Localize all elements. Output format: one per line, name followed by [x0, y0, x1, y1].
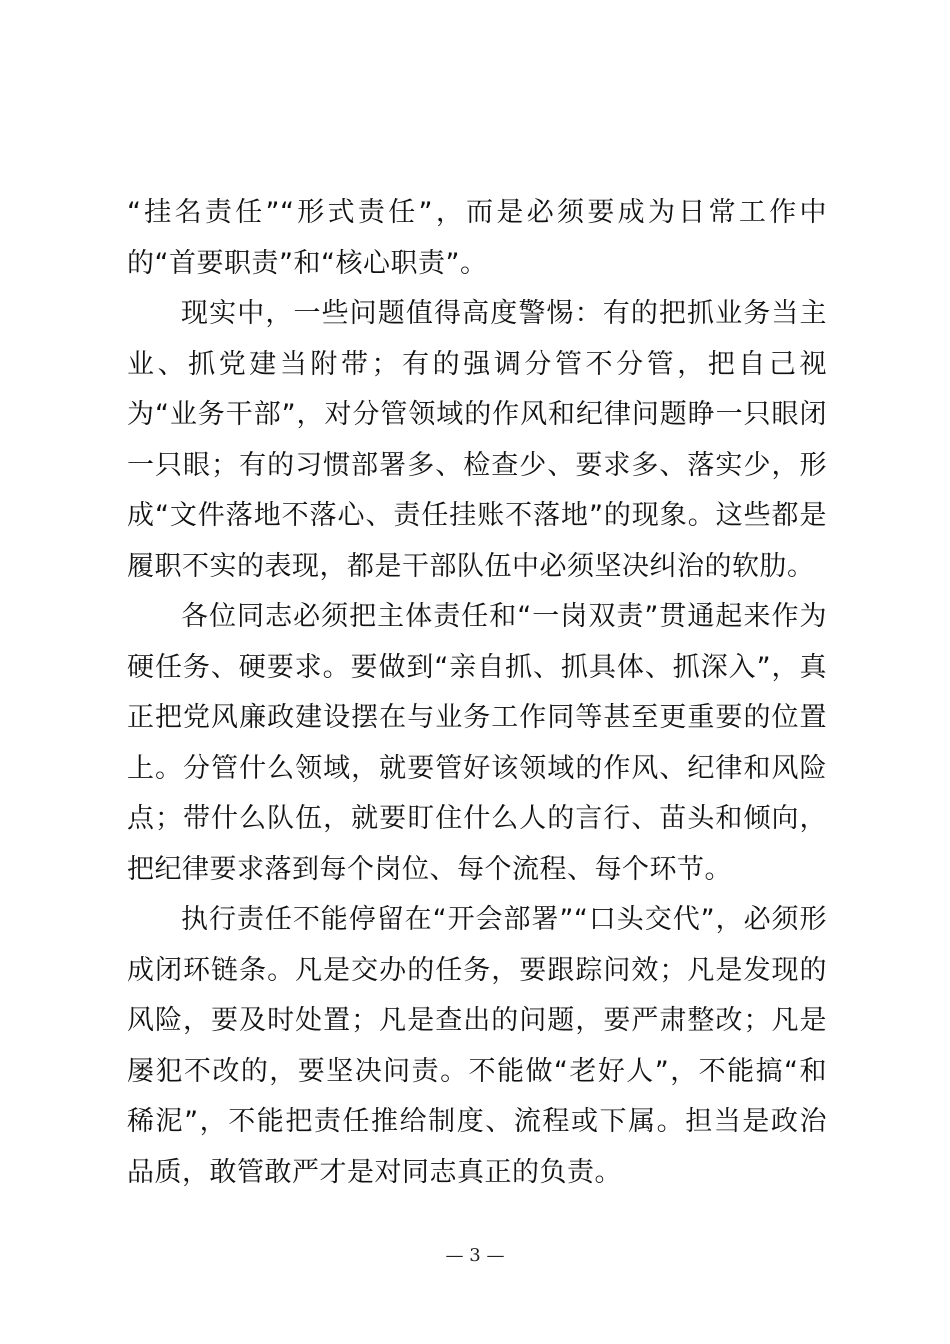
page-number: — 3 —: [445, 1245, 505, 1266]
document-body: [127, 188, 827, 1198]
paragraph-reality-problems: 现实中，一些问题值得高度警惕：有的把抓业务当主业、抓党建当附带；有的强调分管不分管，把自己视为“业务干部”，对分管领域的作风和纪律问题睁一只眼闭一只眼；有的习惯部署多、检查少、要求多、落实少，形成“文件落地不落心、责任挂账不落地”的现象。这些都是履职不实的表现，都是干部队伍中必须坚决纠治的软肋。: [127, 298, 827, 582]
paragraph-continued: “挂名责任”“形式责任”，而是必须要成为日常工作中的“首要职责”和“核心职责”。: [127, 197, 827, 279]
paragraph-execution: 执行责任不能停留在“开会部署”“口头交代”，必须形成闭环链条。凡是交办的任务，要跟踪问效；凡是发现的风险，要及时处置；凡是查出的问题，要严肃整改；凡是屡犯不改的，要坚决问责。不能做“老好人”，不能搞“和稀泥”，不能把责任推给制度、流程或下属。担当是政治品质，敢管敢严才是对同志真正的负责。: [127, 904, 827, 1188]
paragraph-responsibility: 各位同志必须把主体责任和“一岗双责”贯通起来作为硬任务、硬要求。要做到“亲自抓、抓具体、抓深入”，真正把党风廉政建设摆在与业务工作同等甚至更重要的位置上。分管什么领域，就要管好该领域的作风、纪律和风险点；带什么队伍，就要盯住什么人的言行、苗头和倾向，把纪律要求落到每个岗位、每个流程、每个环节。: [127, 601, 827, 885]
